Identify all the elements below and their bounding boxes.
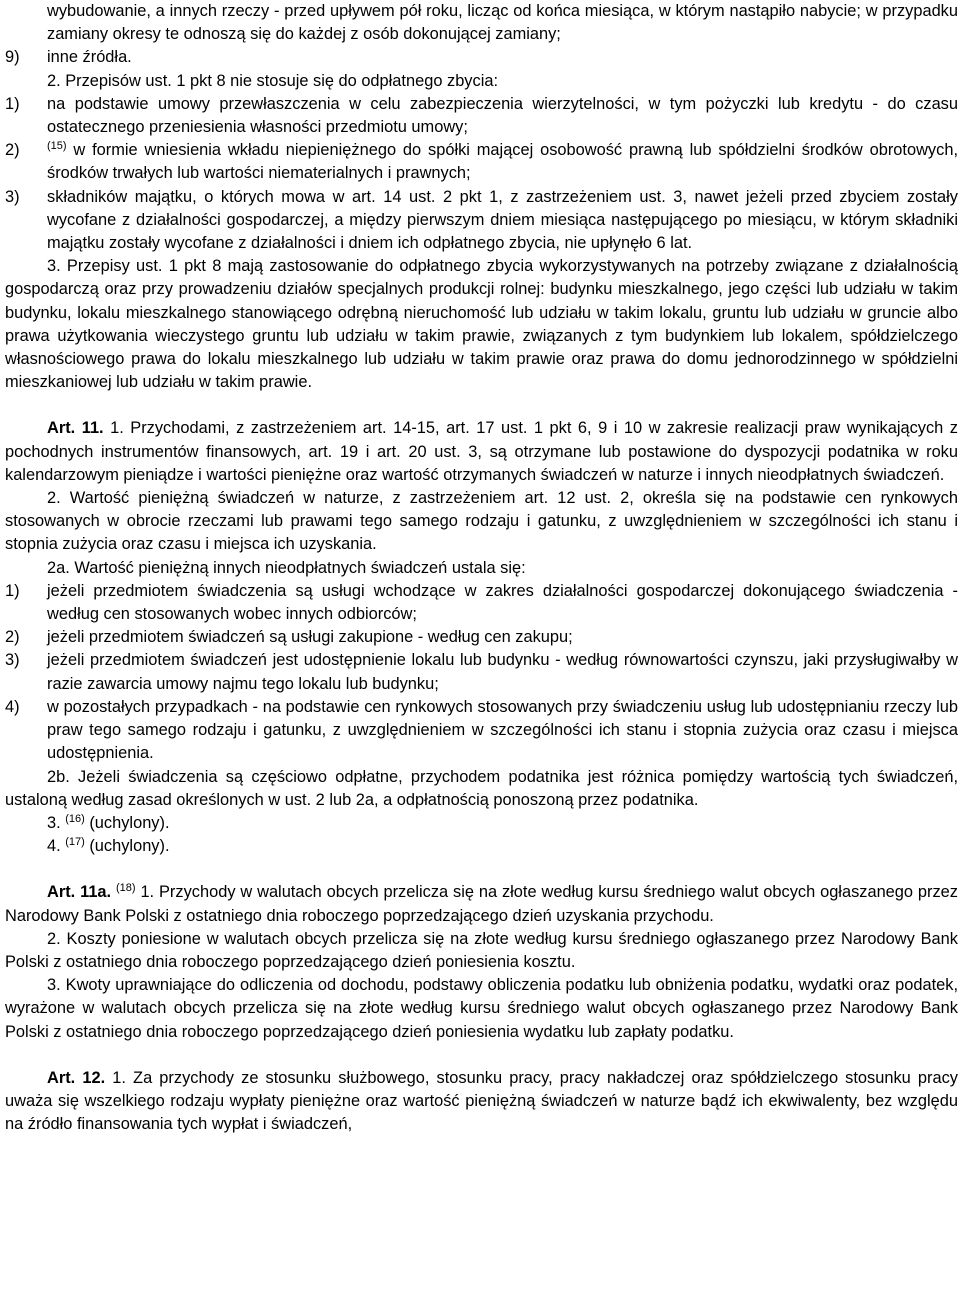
list-number: 4) [5,697,20,716]
section-2-intro: 2. Przepisów ust. 1 pkt 8 nie stosuje się do odpłatnego zbycia: [47,71,499,90]
document-body [5,0,958,1136]
list-number: 3) [5,651,20,670]
list-number: 2) [5,628,20,647]
list-text: inne źródła. [47,48,132,67]
list-item-a3 [5,186,958,256]
para-text: (uchylony). [84,837,170,856]
list-text: jeżeli przedmiotem świadczeń jest udostępnienie lokalu lub budynku - według równowartości czynszu, jaki przysługiwałby w razie zawarcia umowy najmu tego lokalu lub budynku; [47,651,958,693]
footnote-ref: (18) [116,882,136,895]
list-number: 1) [5,94,20,113]
list-text: w pozostałych przypadkach - na podstawie cen rynkowych stosowanych przy świadczeniu usług lub udostępnianiu rzeczy lub praw tego samego rodzaju i gatunku, z uwzględnieniem w szczególności ich stanu i stopnia zużycia oraz czasu i miejsca udostępnienia. [47,697,958,763]
list-number: 9) [5,48,20,67]
para-number: 3. [47,813,66,832]
footnote-ref: (15) [47,140,67,153]
list-item-a1 [5,93,958,139]
art-12-para-1 [5,1067,958,1137]
article-text: 1. Przychodami, z zastrzeżeniem art. 14-15, art. 17 ust. 1 pkt 6, 9 i 10 w zakresie realizacji praw wynikających z pochodnych instrumentów finansowych, art. 19 i art. 20 ust. 3, są otrzymane lub postawione do dyspozycji podatnika w roku kalendarzowym pieniądze i wartości pieniężne oraz wartość otrzymanych świadczeń w naturze i innych nieodpłatnych świadczeń. [5,419,958,484]
footnote-ref: (17) [65,836,85,849]
list-item-b4 [5,696,958,766]
art-11-para-4 [5,835,958,858]
para-number: 4. [47,837,66,856]
art-11-para-2a: 2a. Wartość pieniężną innych nieodpłatnych świadczeń ustala się: [47,558,526,577]
list-text [47,139,958,185]
article-text: 1. Przychody w walutach obcych przelicza się na złote według kursu średniego walut obcych ogłaszanego przez Narodowy Bank Polski z ostatniego dnia roboczego poprzedzającego dzień uzyskania przychodu. [5,883,958,925]
list-text: składników majątku, o których mowa w art. 14 ust. 2 pkt 1, z zastrzeżeniem ust. 3, nawet jeżeli przed zbyciem zostały wycofane z działalności gospodarczej, a między pierwszym dniem miesiąca następującego po miesiącu, w którym składniki majątku zostały wycofane z działalności i dniem ich odpłatnego zbycia, nie upłynęło 6 lat. [47,187,958,253]
list-number: 3) [5,187,20,206]
article-text: 1. Za przychody ze stosunku służbowego, stosunku pracy, pracy nakładczej oraz spółdzielczego stosunku pracy uważa się wszelkiego rodzaju wypłaty pieniężne oraz wartość pieniężną świadczeń w naturze bądź ich ekwiwalenty, bez względu na źródło finansowania tych wypłat i świadczeń, [5,1068,958,1134]
list-text: na podstawie umowy przewłaszczenia w celu zabezpieczenia wierzytelności, w tym pożyczki lub kredytu - do czasu ostatecznego przeniesienia własności przedmiotu umowy; [47,94,958,137]
art-11-para-1 [5,417,958,487]
para-text: (uchylony). [84,813,170,832]
list-text-body: w formie wniesienia wkładu niepieniężnego do spółki mającej osobowość prawną lub spółdzielni środków obrotowych, środków trwałych lub wartości niematerialnych i prawnych; [47,141,958,183]
art-11-para-3 [5,812,958,835]
art-11a-para-3: 3. Kwoty uprawniające do odliczenia od dochodu, podstawy obliczenia podatku lub obniżenia podatku, wydatki oraz podatek, wyrażone w walutach obcych przelicza się na złote według kursu średniego walut obcych ogłaszanego przez Narodowy Bank Polski z ostatniego dnia roboczego poprzedzającego dzień poniesienia wydatku lub zapłaty podatku. [5,976,958,1041]
art-11a-para-1 [5,881,958,927]
list-item-b1 [5,580,958,626]
list-number: 1) [5,581,20,600]
section-3: 3. Przepisy ust. 1 pkt 8 mają zastosowanie do odpłatnego zbycia wykorzystywanych na potrzeby związane z działalnością gospodarczą oraz przy prowadzeniu działów specjalnych produkcji rolnej: budynku mieszkalnego, jego części lub udziału w takim budynku, lokalu mieszkalnego stanowiącego odrębną nieruchomość lub udziału w takim lokalu, gruntu lub udziału w gruncie albo prawa użytkowania wieczystego gruntu lub udziału w takim prawie, związanych z tym budynkiem lub lokalem, spółdzielczego własnościowego prawa do lokalu mieszkalnego lub udziału w takim prawie oraz prawa do domu jednorodzinnego w spółdzielni mieszkaniowej lub udziału w takim prawie. [5,257,958,392]
list-text: jeżeli przedmiotem świadczenia są usługi wchodzące w zakres działalności gospodarczej dokonującego świadczenia - według cen stosowanych wobec innych odbiorców; [47,581,958,624]
list-item-b3 [5,649,958,695]
list-item-9 [5,46,958,69]
article-label: Art. 11. [47,419,104,438]
paragraph-continuation: wybudowanie, a innych rzeczy - przed upływem pół roku, licząc od końca miesiąca, w którym nastąpiło nabycie; w przypadku zamiany okresy te odnoszą się do każdej z osób dokonującej zamiany; [47,2,958,44]
art-11-para-2: 2. Wartość pieniężną świadczeń w naturze, z zastrzeżeniem art. 12 ust. 2, określa się na podstawie cen rynkowych stosowanych w obrocie rzeczami lub prawami tego samego rodzaju i gatunku, z uwzględnieniem w szczególności ich stanu i stopnia zużycia oraz czasu i miejsca ich uzyskania. [5,489,958,554]
list-text: jeżeli przedmiotem świadczeń są usługi zakupione - według cen zakupu; [47,628,573,647]
list-number: 2) [5,141,20,160]
art-11a-para-2: 2. Koszty poniesione w walutach obcych przelicza się na złote według kursu średniego ogłaszanego przez Narodowy Bank Polski z ostatniego dnia roboczego poprzedzającego dzień poniesienia kosztu. [5,929,958,971]
art-11-para-2b: 2b. Jeżeli świadczenia są częściowo odpłatne, przychodem podatnika jest różnica pomiędzy wartością tych świadczeń, ustaloną według zasad określonych w ust. 2 lub 2a, a odpłatnością ponoszoną przez podatnika. [5,767,958,809]
article-label: Art. 11a. [47,883,112,902]
list-item-b2 [5,626,958,649]
footnote-ref: (16) [65,812,85,825]
list-item-a2 [5,139,958,185]
article-label: Art. 12. [47,1068,106,1087]
